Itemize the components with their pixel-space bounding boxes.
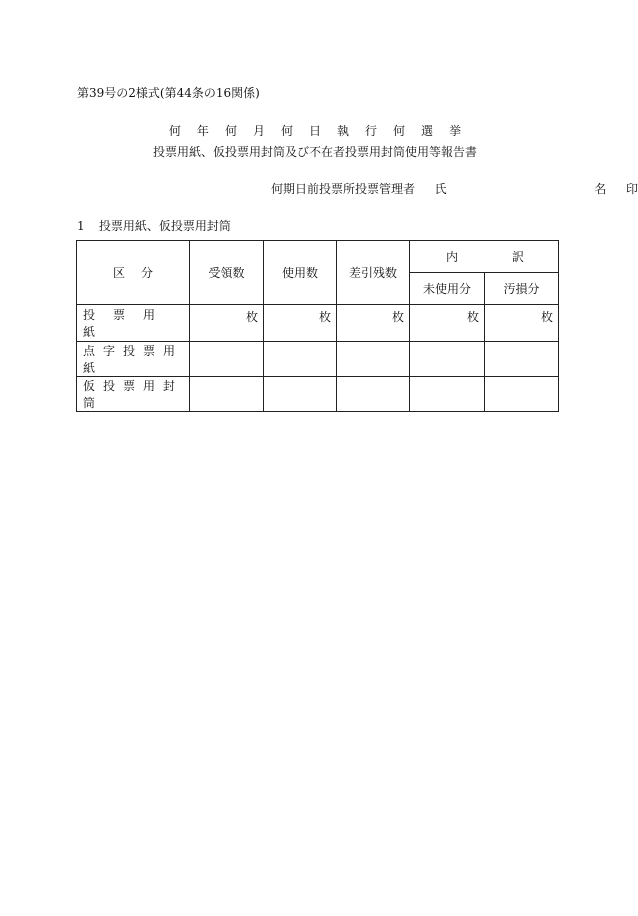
damaged-cell[interactable]: 枚	[485, 305, 559, 342]
used-cell[interactable]: 枚	[264, 305, 337, 342]
form-number: 第39号の2様式(第44条の16関係)	[77, 86, 260, 100]
row-label-braille-ballot: 点字投票用紙	[77, 342, 190, 377]
header-category-char-1: 区	[113, 266, 126, 280]
section-title: 投票用紙、仮投票用封筒	[98, 219, 231, 233]
seal-label: 印	[626, 182, 638, 196]
remaining-cell[interactable]	[337, 342, 410, 377]
table-row	[77, 377, 559, 412]
remaining-cell[interactable]	[337, 377, 410, 412]
election-title-char: 日	[308, 124, 321, 138]
election-title-char: 何	[393, 124, 406, 138]
unused-cell[interactable]	[410, 342, 485, 377]
usage-table	[76, 240, 559, 412]
table-row	[77, 342, 559, 377]
received-cell[interactable]	[190, 377, 264, 412]
election-title-char: 行	[365, 124, 378, 138]
damaged-cell[interactable]	[485, 342, 559, 377]
header-unused: 未使用分	[410, 273, 485, 305]
header-received: 受領数	[190, 241, 264, 305]
election-title-char: 月	[252, 124, 265, 138]
received-cell[interactable]	[190, 342, 264, 377]
manager-signature-line	[271, 180, 638, 197]
election-title-char: 執	[337, 124, 350, 138]
damaged-cell[interactable]	[485, 377, 559, 412]
report-title: 投票用紙、仮投票用封筒及び不在者投票用封筒使用等報告書	[152, 145, 477, 159]
row-label-ballot: 投票用紙	[77, 305, 190, 342]
header-used: 使用数	[264, 241, 337, 305]
election-title-char: 年	[196, 124, 209, 138]
section-heading	[77, 217, 231, 234]
manager-title: 何期日前投票所投票管理者	[271, 182, 416, 196]
section-number: 1	[77, 219, 85, 233]
remaining-cell[interactable]: 枚	[337, 305, 410, 342]
received-cell[interactable]: 枚	[190, 305, 264, 342]
election-title-char: 何	[224, 124, 237, 138]
header-breakdown	[410, 241, 559, 273]
surname-label: 氏	[434, 182, 447, 196]
used-cell[interactable]	[264, 342, 337, 377]
election-title-char: 選	[421, 124, 434, 138]
header-remaining: 差引残数	[337, 241, 410, 305]
election-title	[0, 122, 630, 139]
unused-cell[interactable]	[410, 377, 485, 412]
election-title-char: 挙	[449, 124, 462, 138]
name-label: 名	[594, 182, 607, 196]
header-damaged: 汚損分	[485, 273, 559, 305]
election-title-char: 何	[280, 124, 293, 138]
row-label-provisional-envelope: 仮投票用封筒	[77, 377, 190, 412]
used-cell[interactable]	[264, 377, 337, 412]
header-breakdown-char-1: 内	[446, 250, 459, 264]
table-row	[77, 305, 559, 342]
header-category-char-2: 分	[140, 266, 153, 280]
header-breakdown-char-2: 訳	[511, 250, 524, 264]
unused-cell[interactable]: 枚	[410, 305, 485, 342]
header-category	[77, 241, 190, 305]
election-title-char: 何	[168, 124, 181, 138]
